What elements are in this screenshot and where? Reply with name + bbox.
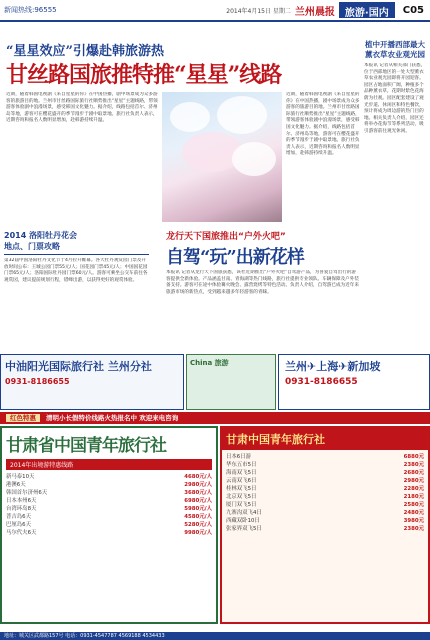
issue-date: 2014年4月15日 星期二 bbox=[226, 7, 291, 15]
ad-d-routes bbox=[2, 470, 216, 540]
route-name: 日本本州6天 bbox=[6, 498, 37, 504]
ad-lanzhou-shanghai-singapore[interactable] bbox=[278, 354, 430, 410]
promo-tag: 红色特惠 bbox=[6, 414, 40, 422]
route-name: 西藏双卧10日 bbox=[226, 518, 260, 524]
footer-address: 地址：城关区武都路157号 电话：0931-4547787 4569188 4534433 bbox=[0, 632, 430, 640]
story2-body: 第32届中国洛阳牡丹文化节于4月拉开帷幕。各大牡丹观赏园门票及开放时间公布：王城公园门票55元/人；国花园门票45元/人；中国国花园门票65元/人；洛阳国际牡丹园门票60元/人。游客可乘坐公交车前往各观赏园，建议提前规划行程，错峰出游，以获得更好的观赏体验。 bbox=[4, 258, 148, 283]
route-row bbox=[226, 469, 424, 477]
page-number: C05 bbox=[402, 4, 424, 16]
route-name: 港澳6天 bbox=[6, 482, 26, 488]
route-price: 5980元/人 bbox=[184, 506, 212, 512]
route-price: 2380元 bbox=[403, 526, 424, 532]
story3-kicker: 龙行天下国旅推出“户外火吧” bbox=[166, 232, 286, 242]
ad-section bbox=[0, 354, 430, 634]
route-price: 9980元/人 bbox=[184, 530, 212, 536]
ad-gansu-cyts-domestic[interactable] bbox=[220, 426, 430, 624]
route-row bbox=[6, 473, 212, 481]
story1-body: 近期，随着韩国电视剧《来自星星的你》在中国热播，剧中场景成为众多游客的旅游目的地。兰州市甘丝路国际旅行社顺势推出“星星”主题线路，带领游客体验剧中浪漫场景，感受韩国文化魅力。据介绍，线路包括首尔、济州岛等地，游客可在樱花盛开的季节漫步于剧中取景地。旅行社负责人表示，近期咨询和报名人数明显增加，赴韩游持续升温。 bbox=[6, 92, 158, 124]
route-price: 3980元 bbox=[403, 518, 424, 524]
story1-body-cont: 近期，随着韩国电视剧《来自星星的你》在中国热播，剧中场景成为众多游客的旅游目的地。兰州市甘丝路国际旅行社顺势推出“星星”主题线路，带领游客体验剧中浪漫场景，感受韩国文化魅力。据介绍，线路包括首尔、济州岛等地，游客可在樱花盛开的季节漫步于剧中取景地。旅行社负责人表示，近期咨询和报名人数明显增加，赴韩游持续升温。 bbox=[286, 92, 360, 157]
route-row bbox=[226, 453, 424, 461]
sidebar-story bbox=[364, 40, 426, 340]
ad-c-phone: 0931-8186655 bbox=[285, 377, 358, 387]
route-row bbox=[6, 497, 212, 505]
route-name: 普吉岛6天 bbox=[6, 514, 31, 520]
route-row bbox=[6, 529, 212, 537]
route-price: 2580元 bbox=[403, 502, 424, 508]
story2 bbox=[4, 230, 149, 358]
sidebar-body: 本报讯 记者从相关部门获悉，位于西部地区的一处大型薰衣草农业观光园即将开园迎客。园区占地面积广阔，种植多个品种薰衣草，花期时紫色花海蔚为壮观。园区配套建设了观光步道、休闲区和特色餐饮，预计将成为周边游的热门目的地。相关负责人介绍，园区还将举办花海节等系列活动，吸引游客前往观光休闲。 bbox=[364, 63, 426, 134]
route-name: 云南双飞6日 bbox=[226, 478, 257, 484]
route-price: 5280元/人 bbox=[184, 522, 212, 528]
route-price: 2980元/人 bbox=[184, 482, 212, 488]
route-row bbox=[226, 517, 424, 525]
hotline: 新闻热线:96555 bbox=[4, 6, 57, 14]
route-name: 台湾环岛8天 bbox=[6, 506, 37, 512]
route-row bbox=[6, 513, 212, 521]
route-name: 桂林双飞5日 bbox=[226, 486, 257, 492]
story2-subtitle: 地点、门票攻略 bbox=[4, 241, 149, 255]
route-row bbox=[6, 481, 212, 489]
ad-b-title: China 旅游 bbox=[190, 359, 229, 367]
ad-a-title: 中油阳光国际旅行社 兰州分社 bbox=[5, 360, 152, 373]
route-name: 巴厘岛6天 bbox=[6, 522, 31, 528]
ad-c-title: 兰州✈上海✈新加坡 bbox=[285, 360, 381, 373]
route-row bbox=[226, 485, 424, 493]
route-name: 韩国首尔济州6天 bbox=[6, 490, 48, 496]
route-row bbox=[6, 505, 212, 513]
route-row bbox=[6, 521, 212, 529]
route-name: 厦门双飞5日 bbox=[226, 502, 257, 508]
ad-d-subtitle: 2014年出境游特惠线路 bbox=[6, 459, 212, 470]
page-header bbox=[0, 0, 430, 22]
route-price: 4680元/人 bbox=[184, 474, 212, 480]
ad-e-routes bbox=[222, 450, 428, 536]
ad-e-title: 甘肃中国青年旅行社 bbox=[222, 428, 428, 450]
route-price: 2980元 bbox=[403, 478, 424, 484]
ad-china-travel[interactable] bbox=[186, 354, 276, 410]
story3-body: 本报讯 记者从龙行天下国旅获悉，该社近期推出“户外火吧”自驾游产品，为喜爱自驾出行的游客提供全新体验。产品涵盖甘南、青海湖等热门线路，旅行社提供专业领队、车辆保障及户外装备支持。游客可在途中体验篝火晚会、露营烧烤等特色活动。负责人介绍，自驾游已成为近年来旅游市场的新热点，受到越来越多年轻游客的青睐。 bbox=[166, 270, 359, 295]
section-name: 旅游·国内 bbox=[339, 2, 395, 18]
route-name: 日本6日游 bbox=[226, 454, 251, 460]
promo-text: 清明小长假特价线路火热报名中 欢迎来电咨询 bbox=[46, 414, 179, 422]
route-price: 3680元/人 bbox=[184, 490, 212, 496]
route-price: 2680元 bbox=[403, 470, 424, 476]
route-row bbox=[6, 489, 212, 497]
route-row bbox=[226, 477, 424, 485]
route-name: 新马泰10天 bbox=[6, 474, 35, 480]
sidebar-headline: 植中开播西部最大薰衣草农业观光园 bbox=[365, 40, 425, 59]
route-row bbox=[226, 501, 424, 509]
promo-banner bbox=[0, 412, 430, 424]
route-row bbox=[226, 525, 424, 533]
ad-gansu-cyts[interactable] bbox=[0, 426, 218, 624]
route-price: 2180元 bbox=[403, 494, 424, 500]
route-price: 6980元/人 bbox=[184, 498, 212, 504]
route-price: 2380元 bbox=[403, 462, 424, 468]
route-row bbox=[226, 461, 424, 469]
ad-zhongyou-travel[interactable] bbox=[0, 354, 184, 410]
story2-title: 2014 洛阳牡丹花会 bbox=[4, 231, 78, 240]
route-price: 4580元/人 bbox=[184, 514, 212, 520]
newspaper-brand: 兰州晨报 bbox=[294, 6, 335, 18]
cherry-blossom-photo bbox=[162, 92, 282, 222]
route-name: 北京双飞5日 bbox=[226, 494, 257, 500]
route-price: 2480元 bbox=[403, 510, 424, 516]
route-name: 张家界双飞5日 bbox=[226, 526, 262, 532]
route-name: 马尔代夫6天 bbox=[6, 530, 37, 536]
route-name: 华东五市5日 bbox=[226, 462, 257, 468]
route-name: 九寨沟双飞4日 bbox=[226, 510, 262, 516]
story3-headline: 自驾“玩”出新花样 bbox=[166, 247, 304, 268]
route-row bbox=[226, 509, 424, 517]
story1-headline: 甘丝路国旅推特推“星星”线路 bbox=[6, 62, 282, 88]
route-name: 海南双飞5日 bbox=[226, 470, 257, 476]
ad-d-title: 甘肃省中国青年旅行社 bbox=[6, 436, 166, 456]
route-price: 2280元 bbox=[403, 486, 424, 492]
ad-a-phone: 0931-8186655 bbox=[5, 377, 70, 386]
story1-kicker: “星星效应”引爆赴韩旅游热 bbox=[6, 44, 164, 59]
route-row bbox=[226, 493, 424, 501]
route-price: 6880元 bbox=[403, 454, 424, 460]
